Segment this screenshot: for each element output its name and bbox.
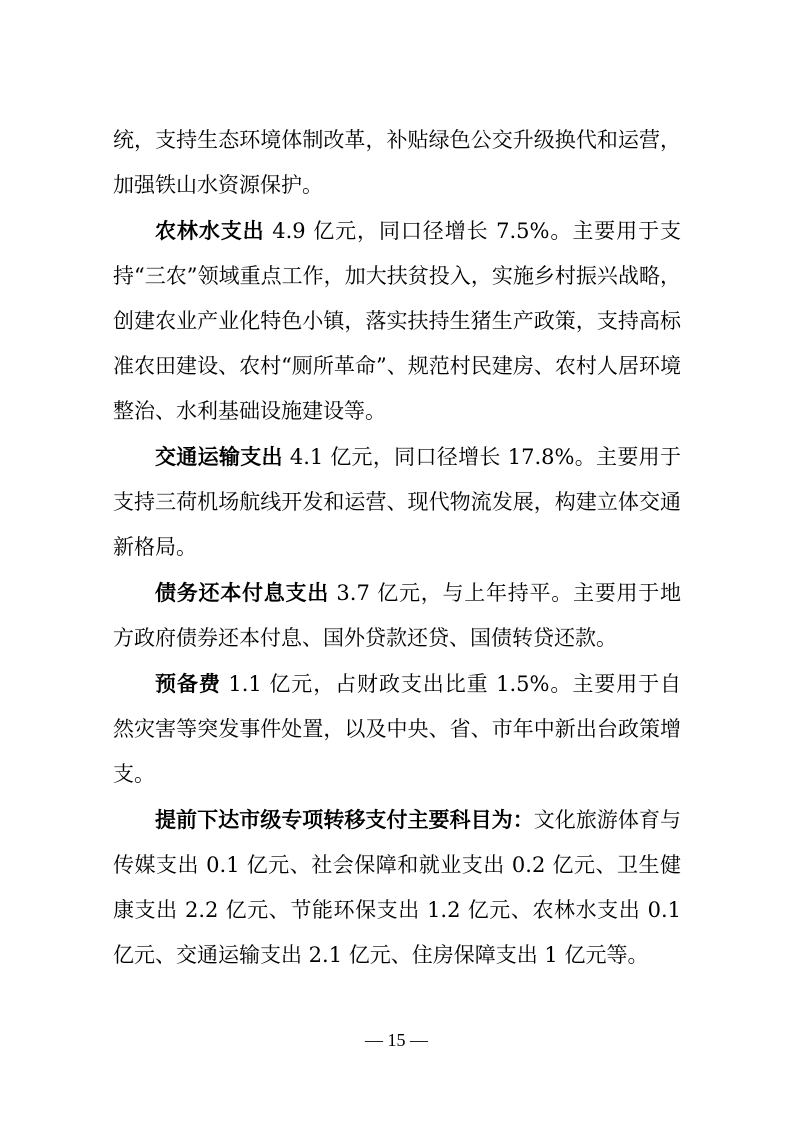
- paragraph-text: 文化旅游体育与传媒支出 0.1 亿元、社会保障和就业支出 0.2 亿元、卫生健康支出 2.2 亿元、节能环保支出 1.2 亿元、农林水支出 0.1 亿元、交通运输支出 2.1 亿元、住房保障支出 1 亿元等。: [113, 808, 681, 967]
- paragraph-reserve: [113, 661, 681, 797]
- paragraph-text: 统，支持生态环境体制改革，补贴绿色公交升级换代和运营，加强铁山水资源保护。: [113, 128, 681, 197]
- paragraph-debt: [113, 570, 681, 661]
- paragraph-text: 4.9 亿元，同口径增长 7.5%。主要用于支持“三农”领域重点工作，加大扶贫投入，实施乡村振兴战略，创建农业产业化特色小镇，落实扶持生猪生产政策，支持高标准农田建设、农村“厕所革命”、规范村民建房、农村人居环境整治、水利基础设施建设等。: [113, 219, 682, 423]
- paragraph-text: 1.1 亿元，占财政支出比重 1.5%。主要用于自然灾害等突发事件处置，以及中央、省、市年中新出台政策增支。: [113, 672, 681, 786]
- body-text: [113, 118, 681, 978]
- paragraph-continuation: [113, 118, 681, 208]
- page-number: — 15 —: [365, 1030, 428, 1050]
- paragraph-transport: [113, 434, 681, 570]
- paragraph-heading: 债务还本付息支出: [155, 580, 329, 605]
- paragraph-transfer-payments: [113, 797, 681, 978]
- paragraph-agriculture: [113, 208, 681, 434]
- paragraph-heading: 提前下达市级专项转移支付主要科目为：: [155, 807, 534, 832]
- paragraph-text: 4.1 亿元，同口径增长 17.8%。主要用于支持三荷机场航线开发和运营、现代物流发展，构建立体交通新格局。: [113, 445, 681, 559]
- paragraph-text: 3.7 亿元，与上年持平。主要用于地方政府债券还本付息、国外贷款还贷、国债转贷还款。: [113, 581, 681, 650]
- paragraph-heading: 交通运输支出: [155, 444, 283, 469]
- paragraph-heading: 农林水支出: [155, 218, 265, 243]
- paragraph-heading: 预备费: [155, 671, 221, 696]
